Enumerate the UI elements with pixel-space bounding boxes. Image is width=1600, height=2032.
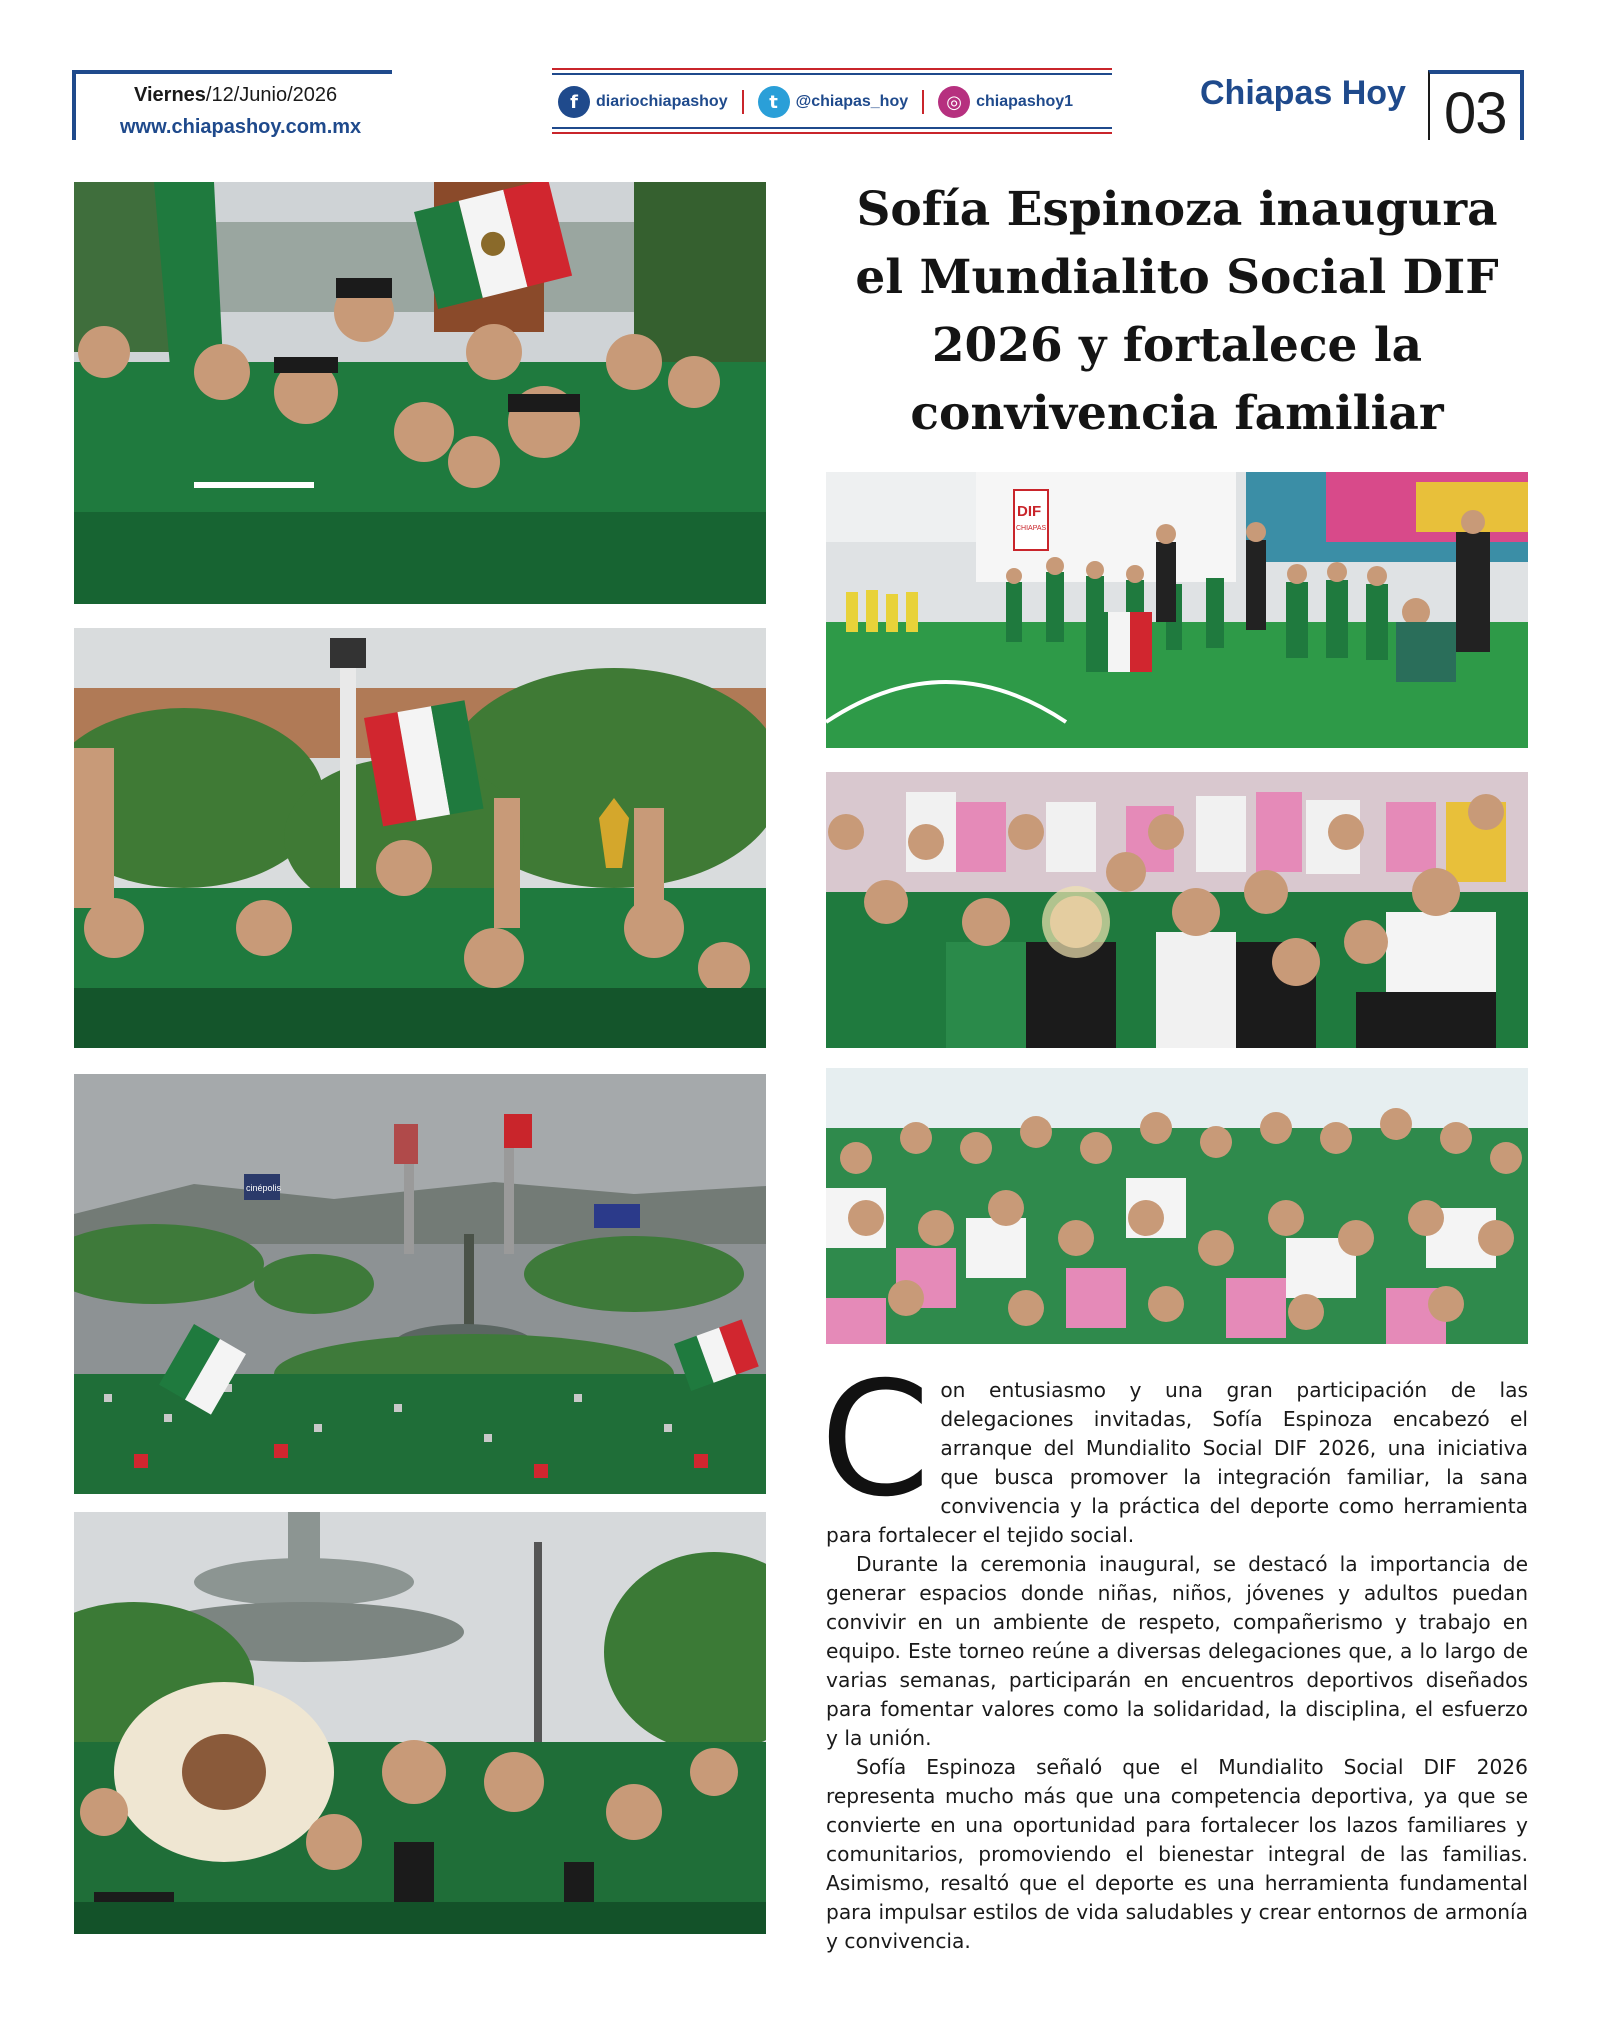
social-rule-top (552, 68, 1112, 70)
drop-cap: C (820, 1348, 931, 1532)
facebook-icon: f (558, 86, 590, 118)
issue-date (134, 84, 337, 107)
facebook-handle: diariochiapashoy (596, 93, 728, 110)
photo-sombrero-fans (74, 1512, 766, 1934)
instagram-handle: chiapashoy1 (976, 93, 1074, 110)
twitter-handle: @chiapas_hoy (795, 93, 909, 110)
social-bar (552, 68, 1112, 134)
article-paragraph: Durante la ceremonia inaugural, se destacó la importancia de generar espacios donde niñas, niños, jóvenes y adultos puedan convivir en un ambiente de respeto, compañerismo y trabajo en equipo. Este torneo reúne a diversas delegaciones que, a lo largo de varias semanas, participarán en encuentros deportivos diseñados para fomentar valores como la solidaridad, la disciplina, el esfuerzo y la unión. (826, 1552, 1528, 1750)
cinema-sign: cinépolis (246, 1183, 282, 1193)
issue-date-rest: /12/Junio/2026 (205, 84, 338, 106)
header-date-box (72, 70, 392, 140)
social-rule-bottom (552, 132, 1112, 134)
social-twitter[interactable] (758, 86, 909, 118)
twitter-icon: t (758, 86, 790, 118)
page-number-box (1428, 70, 1524, 146)
photo-opening-ceremony (826, 472, 1528, 748)
article-headline: Sofía Espinoza inaugura el Mundialito Social DIF 2026 y fortalece la convivencia familiar (855, 182, 1499, 441)
social-divider (922, 90, 924, 114)
social-facebook[interactable] (558, 86, 728, 118)
photo-children-group (826, 1068, 1528, 1344)
social-handles (558, 84, 1073, 120)
photo-fountain-crowd (74, 1074, 766, 1494)
photo-trophy-celebration (74, 628, 766, 1048)
social-divider (742, 90, 744, 114)
page-number: 03 (1444, 81, 1507, 146)
instagram-icon: ◎ (938, 86, 970, 118)
dif-banner-subtext: CHIAPAS (1016, 525, 1047, 532)
dif-banner-text: DIF (1017, 503, 1042, 520)
social-rule-top-inner (552, 73, 1112, 75)
article-body (820, 1348, 1528, 1956)
website-link[interactable]: www.chiapashoy.com.mx (120, 116, 362, 138)
paragraph-text: on entusiasmo y una gran participación de las delegaciones invitadas, Sofía Espinoza encabezó el arranque del Mundialito Social DIF 2026, una iniciativa que busca promover la integración familiar, la sana convivencia y la práctica del deporte como herramienta para fortalecer el tejido social. (826, 1378, 1528, 1547)
issue-day: Viernes (134, 84, 206, 106)
article-paragraph (820, 1348, 1528, 1550)
photo-fans-selfie (74, 182, 766, 604)
social-instagram[interactable] (938, 86, 1073, 118)
brand-name: Chiapas Hoy (1200, 74, 1406, 112)
social-rule-bottom-inner (552, 127, 1112, 129)
photo-heart-hands-group (826, 772, 1528, 1048)
article-paragraph: Sofía Espinoza señaló que el Mundialito Social DIF 2026 representa mucho más que una competencia deportiva, ya que se convierte en una oportunidad para fortalecer los lazos familiares y comunitarios, promoviendo el bienestar integral de las familias. Asimismo, resaltó que el deporte es una herramienta fundamental para impulsar estilos de vida saludables y crear entornos de armonía y convivencia. (826, 1755, 1528, 1953)
